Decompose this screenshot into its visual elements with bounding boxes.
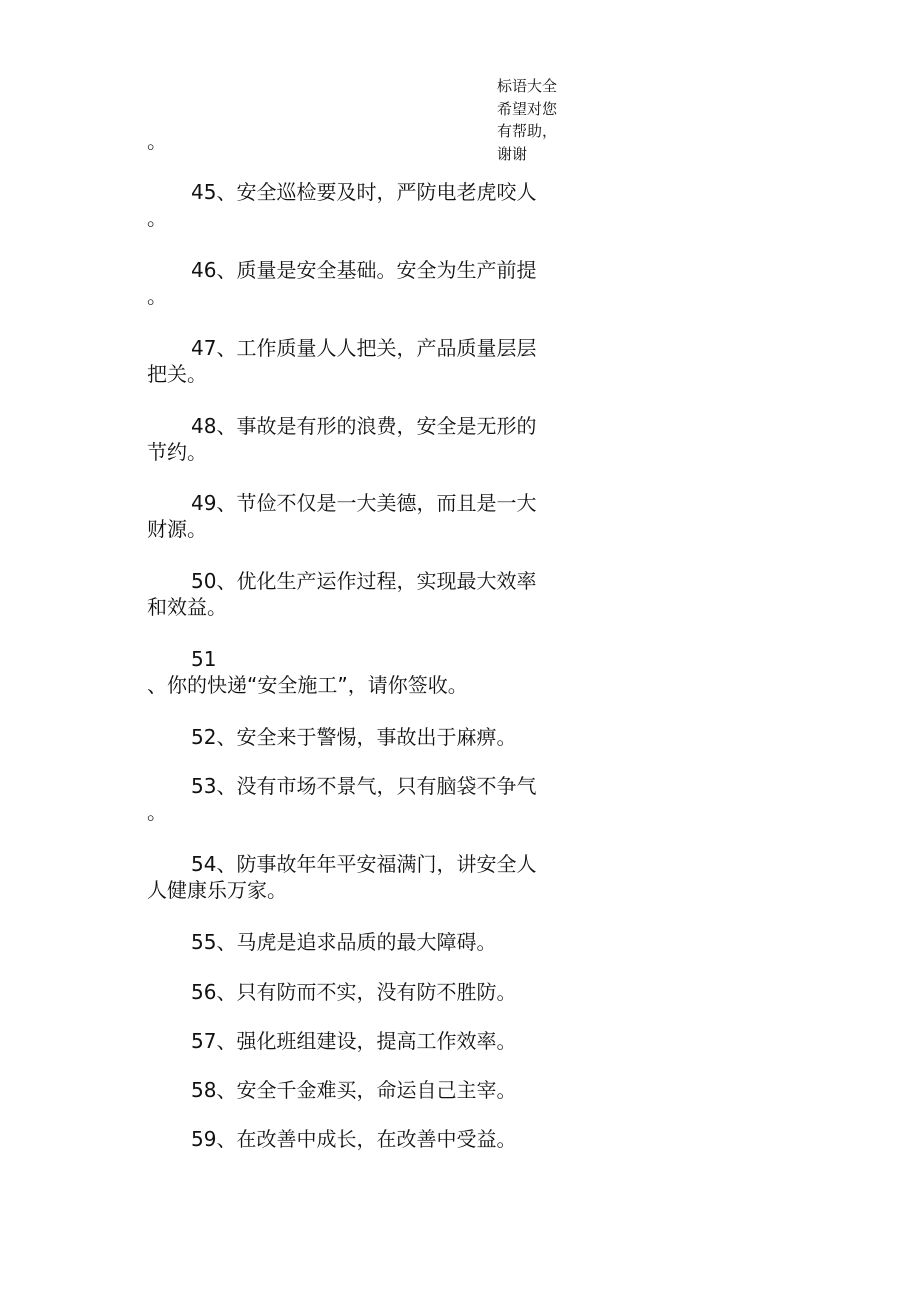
slogan-line: 47、工作质量人人把关，产品质量层层: [191, 336, 537, 360]
slogan-line: 把关。: [147, 362, 207, 386]
slogan-50: [147, 568, 577, 620]
slogan-49: [147, 490, 577, 542]
slogan-47: [147, 335, 577, 387]
slogan-55: [147, 929, 577, 955]
header-note-line: 希望对您: [497, 99, 558, 118]
header-note-line: 谢谢: [497, 144, 528, 163]
header-note-line: 有帮助，: [497, 122, 558, 140]
slogan-46: [147, 257, 577, 309]
slogan-line: 。: [147, 800, 167, 824]
slogan-line: 48、事故是有形的浪费，安全是无形的: [191, 414, 537, 438]
top-fragment: 。: [147, 129, 167, 153]
slogan-line: 、你的快递“安全施工”，请你签收。: [147, 673, 468, 697]
slogan-58: [147, 1077, 577, 1103]
slogan-line: 58、安全千金难买，命运自己主宰。: [191, 1078, 517, 1102]
slogan-51: [147, 646, 577, 698]
slogan-45: [147, 179, 577, 231]
slogan-59: [147, 1126, 577, 1152]
slogan-line: 51: [191, 647, 217, 671]
slogan-line: 节约。: [147, 440, 207, 464]
slogan-line: 55、马虎是追求品质的最大障碍。: [191, 930, 497, 954]
slogan-line: 财源。: [147, 517, 207, 541]
slogan-line: 50、优化生产运作过程，实现最大效率: [191, 569, 537, 593]
header-note: [497, 75, 577, 165]
slogan-line: 46、质量是安全基础。安全为生产前提: [191, 258, 537, 282]
slogan-line: 59、在改善中成长，在改善中受益。: [191, 1127, 517, 1151]
slogan-48: [147, 413, 577, 465]
slogan-56: [147, 979, 577, 1005]
slogan-line: 。: [147, 284, 167, 308]
slogan-line: 45、安全巡检要及时，严防电老虎咬人: [191, 180, 537, 204]
slogan-line: 54、防事故年年平安福满门，讲安全人: [191, 852, 537, 876]
slogan-54: [147, 851, 577, 903]
slogan-52: [147, 724, 577, 750]
slogan-line: 。: [147, 206, 167, 230]
slogan-line: 53、没有市场不景气，只有脑袋不争气: [191, 774, 537, 798]
slogan-line: 52、安全来于警惕，事故出于麻痹。: [191, 725, 517, 749]
slogan-line: 和效益。: [147, 595, 227, 619]
slogan-line: 56、只有防而不实，没有防不胜防。: [191, 980, 517, 1004]
slogan-line: 人健康乐万家。: [147, 878, 287, 902]
header-note-line: 标语大全: [497, 77, 558, 95]
slogan-line: 49、节俭不仅是一大美德，而且是一大: [191, 491, 537, 515]
slogan-57: [147, 1028, 577, 1054]
slogan-line: 57、强化班组建设，提高工作效率。: [191, 1029, 517, 1053]
slogan-53: [147, 773, 577, 825]
